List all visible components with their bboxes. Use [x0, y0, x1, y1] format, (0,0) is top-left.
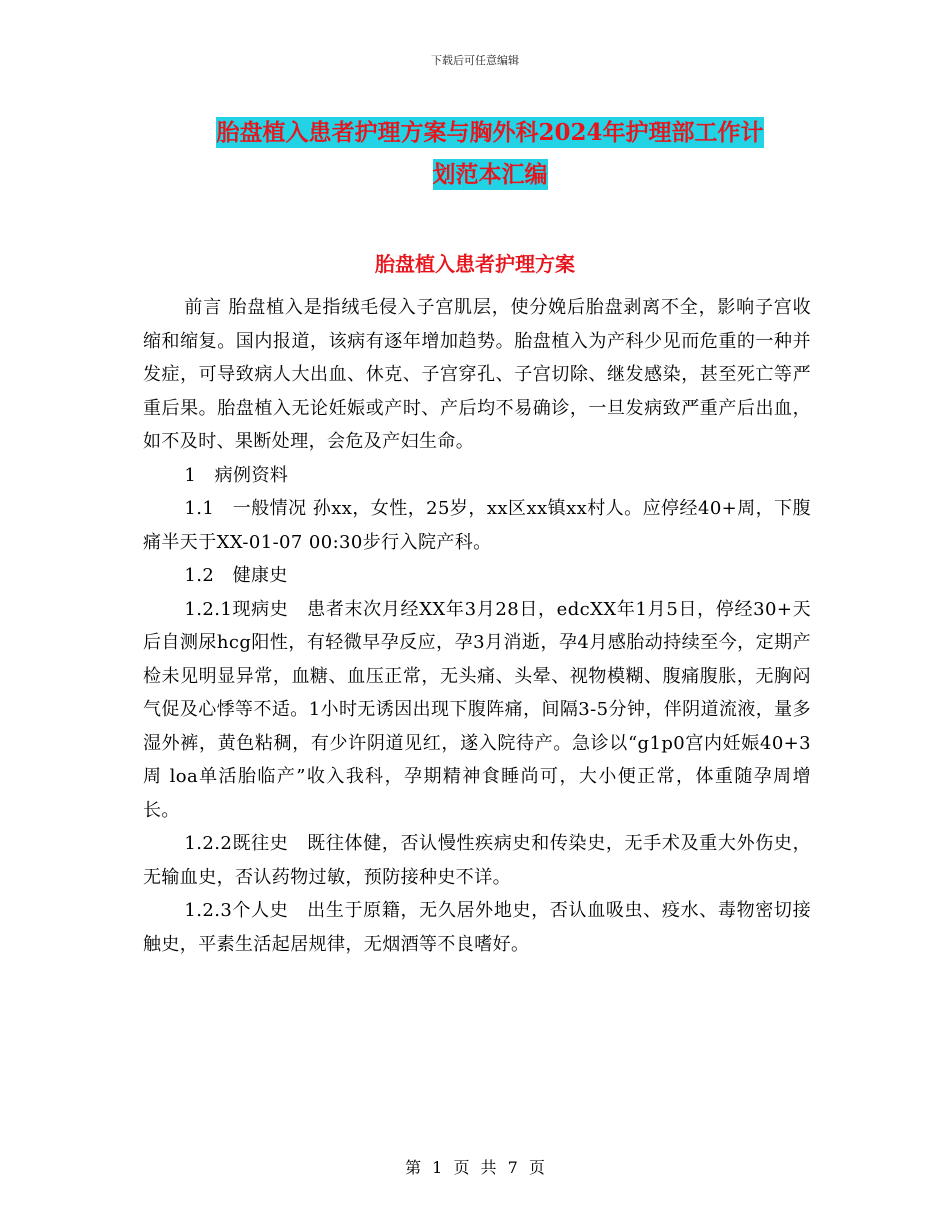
section-title: 胎盘植入患者护理方案: [375, 252, 575, 276]
document-title: [150, 112, 830, 196]
paragraph-case-data-heading: 1 病例资料: [184, 464, 289, 486]
paragraph-personal-history: 1.2.3个人史 出生于原籍，无久居外地史，否认血吸虫、疫水、毒物密切接触史，平素生活起居规律，无烟酒等不良嗜好。: [143, 900, 811, 955]
document-body: [143, 291, 811, 961]
paragraph-general-info: 1.1 一般情况 孙xx，女性，25岁，xx区xx镇xx村人。应停经40+周，下腹痛半天于XX-01-07 00:30步行入院产科。: [143, 498, 811, 553]
page-footer: 第 1 页 共 7 页: [405, 1158, 545, 1177]
document-title-line-2: 划范本汇编: [432, 161, 548, 188]
header-note: 下载后可任意编辑: [431, 54, 519, 67]
paragraph-present-illness: 1.2.1现病史 患者末次月经XX年3月28日，edcXX年1月5日，停经30+天后自测尿hcg阳性，有轻微早孕反应，孕3月消逝，孕4月感胎动持续至今，定期产检未见明显异常，血糖、血压正常，无头痛、头晕、视物模糊、腹痛腹胀，无胸闷气促及心悸等不适。1小时无诱因出现下腹阵痛，间隔3-5分钟，伴阴道流液，量多湿外裤，黄色粘稠，有少许阴道见红，遂入院待产。急诊以“g1p0宫内妊娠40+3周 loa单活胎临产”收入我科，孕期精神食睡尚可，大小便正常，体重随孕周增长。: [143, 598, 811, 821]
paragraph-past-history: 1.2.2既往史 既往体健，否认慢性疾病史和传染史，无手术及重大外伤史，无输血史，否认药物过敏，预防接种史不详。: [143, 833, 811, 888]
document-title-line-1: 胎盘植入患者护理方案与胸外科2024年护理部工作计: [216, 119, 764, 146]
paragraph-preface: 前言 胎盘植入是指绒毛侵入子宫肌层，使分娩后胎盘剥离不全，影响子宫收缩和缩复。国内报道，该病有逐年增加趋势。胎盘植入为产科少见而危重的一种并发症，可导致病人大出血、休克、子宫穿孔、子宫切除、继发感染，甚至死亡等严重后果。胎盘植入无论妊娠或产时、产后均不易确诊，一旦发病致严重产后出血，如不及时、果断处理，会危及产妇生命。: [143, 297, 811, 452]
paragraph-health-history-heading: 1.2 健康史: [184, 565, 288, 586]
